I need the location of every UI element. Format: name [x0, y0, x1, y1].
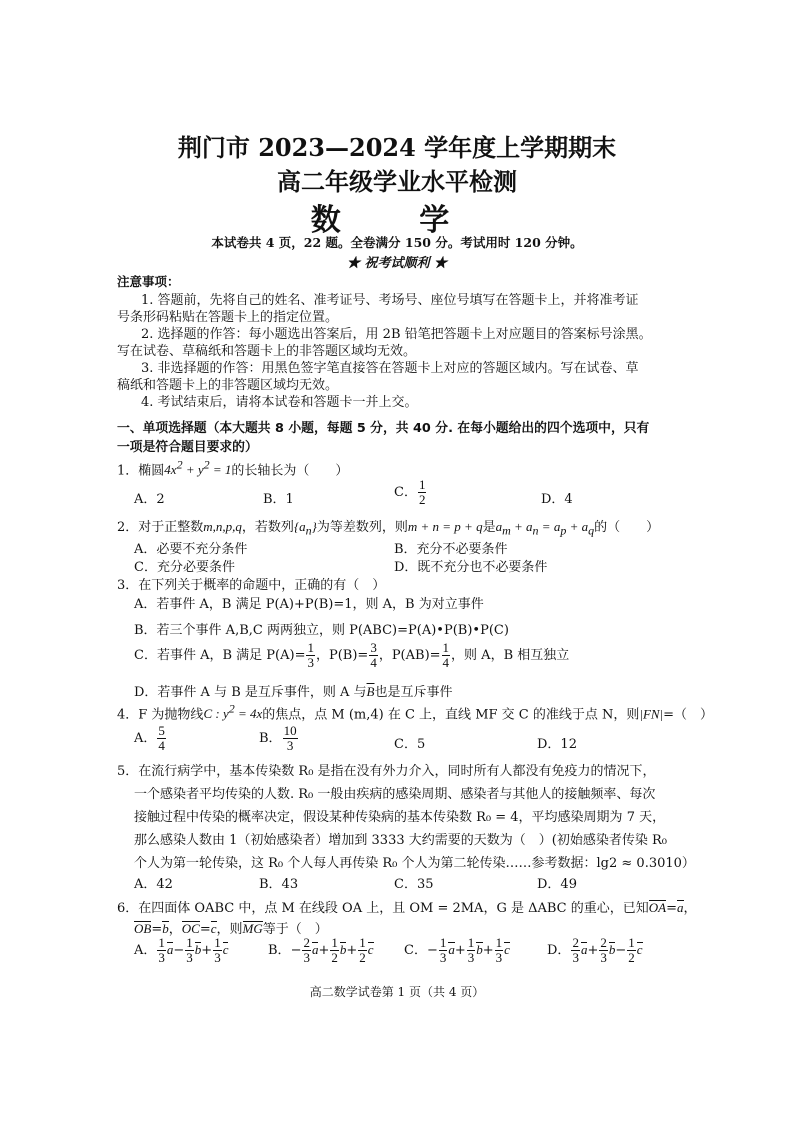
- question-5-line: 一个感染者平均传染的人数. R₀ 一般由疾病的感染周期、感染者与其他人的接触频率、每次: [134, 787, 656, 802]
- question-4-stem: 4．F 为抛物线C : $y^2 = 4x$的焦点，点 M (m,4) 在 C 上，直线 MF 交 C 的准线于点 N，则|FN|=（ ）: [117, 702, 714, 723]
- section-heading-cont: 一项是符合题目要求的）: [117, 440, 258, 455]
- q3-option-a: A．若事件 A，B 满足 P(A)+P(B)=1，则 A，B 为对立事件: [134, 597, 484, 612]
- question-1-stem: 1．椭圆$4x^2 + y^2 = 1$的长轴长为（ ）: [117, 458, 349, 479]
- question-6-line1: 6．在四面体 OABC 中，点 M 在线段 OA 上，且 OM = 2MA，G 是 ΔABC 的重心，已知OA=a，: [117, 900, 697, 916]
- question-5-line: 那么感染人数由 1（初始感染者）增加到 3333 大约需要的天数为（ ）(初始感染者传染 R₀: [134, 833, 667, 848]
- q3-option-d: D．若事件 A 与 B 是互斥事件，则 A 与$\overline{B}$也是互斥事件: [134, 684, 453, 700]
- note-line: 号条形码粘贴在答题卡上的指定位置。: [117, 310, 339, 325]
- note-line: 4. 考试结束后，请将本试卷和答题卡一并上交。: [141, 395, 418, 410]
- exam-title-line2: 高二年级学业水平检测: [277, 167, 517, 196]
- question-5-line: 接触过程中传染的概率决定，假设某种传染病的基本传染数 R₀ = 4，平均感染周期为 7 天，: [134, 810, 666, 825]
- note-line: 2. 选择题的作答：每小题选出答案后，用 2B 铅笔把答题卡上对应题目的答案标号涂黑。: [141, 327, 652, 342]
- question-5-line: 5．在流行病学中，基本传染数 R₀ 是指在没有外力介入，同时所有人都没有免疫力的情况下，: [117, 764, 656, 779]
- exam-wish: ★ 祝考试顺利 ★: [346, 256, 448, 271]
- q2-option-b: B．充分不必要条件: [394, 542, 508, 557]
- q4-option-a: A． $\frac{5}{4}$: [134, 723, 165, 753]
- q2-option-c: C．充分必要条件: [134, 560, 235, 575]
- q1-option-a: A．2: [134, 492, 165, 507]
- q3-option-c: C．若事件 A，B 满足 P(A)= $\frac{1}{3}$ ，P(B)= $\frac{3}{4}$ ，P(AB)= $\frac{1}{4}$ ，则 A，B 相互独立: [134, 640, 570, 670]
- q4-option-c: C．5: [394, 737, 426, 752]
- q4-option-b: B． $\frac{10}{3}$: [259, 723, 297, 753]
- q5-option-a: A．42: [134, 877, 173, 892]
- q5-option-b: B．43: [259, 877, 299, 892]
- q1-option-b: B．1: [263, 492, 294, 507]
- note-line: 写在试卷、草稿纸和答题卡上的非答题区域均无效。: [117, 344, 417, 359]
- exam-title-line1: 荆门市 2023—2024 学年度上学期期末: [177, 133, 617, 162]
- q3-option-b: B．若三个事件 A,B,C 两两独立，则 P(ABC)=P(A)•P(B)•P(C): [134, 623, 509, 638]
- question-2-stem: 2．对于正整数m,n,p,q，若数列$\{a_n\}$为等差数列，则m + n = p + q是$a_m + a_n = a_p + a_q$的（ ）: [117, 519, 660, 538]
- section-heading: 一、单项选择题（本大题共 8 小题，每题 5 分，共 40 分. 在每小题给出的四个选项中，只有: [117, 421, 650, 436]
- exam-info: 本试卷共 4 页，22 题。全卷满分 150 分。考试用时 120 分钟。: [211, 235, 583, 250]
- page-footer: 高二数学试卷第 1 页（共 4 页）: [309, 985, 485, 999]
- q2-option-d: D．既不充分也不必要条件: [394, 560, 548, 575]
- note-line: 3. 非选择题的作答：用黑色签字笔直接答在答题卡上对应的答题区域内。写在试卷、草: [141, 361, 639, 376]
- question-5-line: 个人为第一轮传染，这 R₀ 个人每人再传染 R₀ 个人为第二轮传染……参考数据：lg2 ≈ 0.3010）: [134, 856, 695, 871]
- q1-option-c: C． $\frac{1}{2}$: [394, 477, 426, 507]
- subject-title: 数 学: [310, 203, 484, 238]
- q6-option-b: B．− $\frac{2}{3}$ a+ $\frac{1}{2}$ b+ $\frac{1}{2}$ c: [268, 935, 374, 965]
- q5-option-c: C．35: [394, 877, 434, 892]
- note-line: 稿纸和答题卡上的非答题区域均无效。: [117, 378, 339, 393]
- q6-option-c: C．− $\frac{1}{3}$ a+ $\frac{1}{3}$ b+ $\frac{1}{3}$ c: [404, 935, 510, 965]
- question-3-stem: 3．在下列关于概率的命题中，正确的有（ ）: [117, 578, 386, 593]
- q4-option-d: D．12: [537, 737, 577, 752]
- q1-option-d: D．4: [541, 492, 573, 507]
- note-line: 1. 答题前，先将自己的姓名、准考证号、考场号、座位号填写在答题卡上，并将准考证: [141, 293, 639, 308]
- q6-option-a: A． $\frac{1}{3}$ a− $\frac{1}{3}$ b+ $\frac{1}{3}$ c: [134, 935, 229, 965]
- question-6-line2: OB=b，OC=c，则MG等于（ ）: [134, 921, 328, 937]
- q2-option-a: A．必要不充分条件: [134, 542, 248, 557]
- q5-option-d: D．49: [537, 877, 577, 892]
- q6-option-d: D． $\frac{2}{3}$ a+ $\frac{2}{3}$ b− $\frac{1}{2}$ c: [547, 935, 643, 965]
- notes-heading: 注意事项：: [117, 274, 180, 289]
